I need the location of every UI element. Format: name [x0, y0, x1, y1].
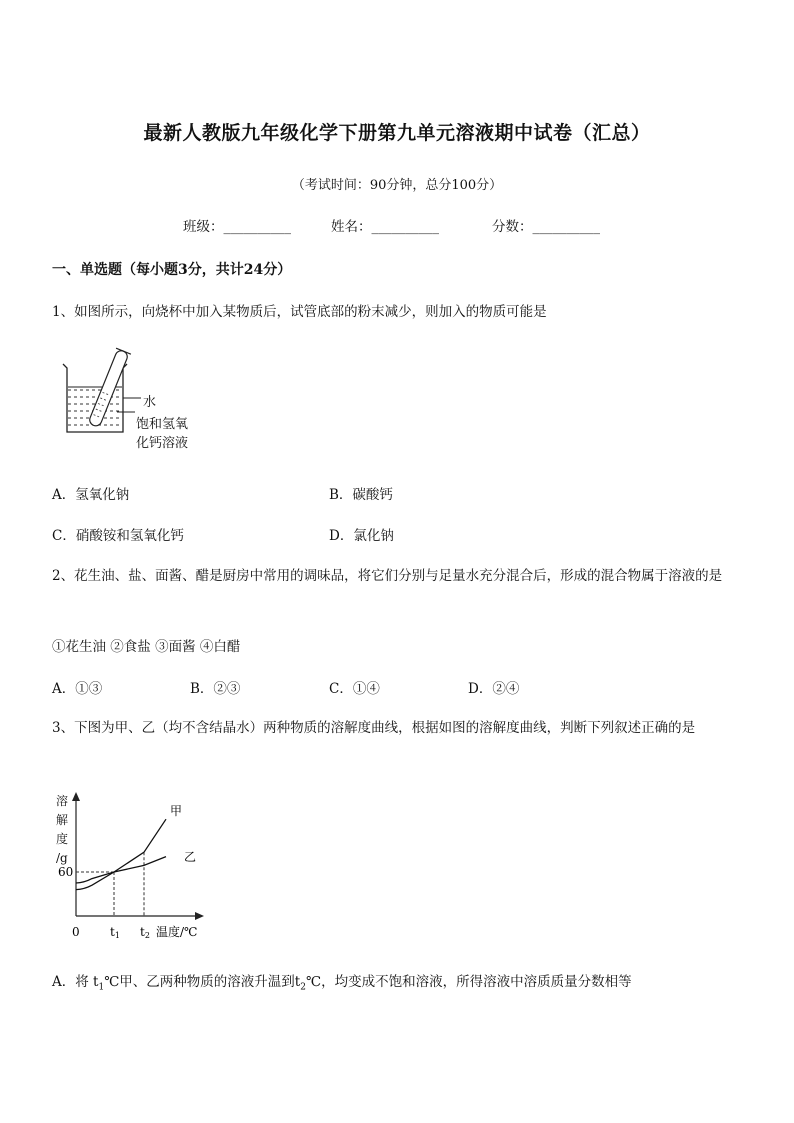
- score-field: [492, 215, 600, 235]
- q2-option-d[interactable]: D．②④: [468, 681, 520, 697]
- question-1-stem: 1、如图所示，向烧杯中加入某物质后，试管底部的粉末减少，则加入的物质可能是: [52, 304, 547, 320]
- question-3-stem: 3、下图为甲、乙（均不含结晶水）两种物质的溶解度曲线，根据如图的溶解度曲线，判断下列叙述正确的是: [52, 720, 696, 736]
- class-blank: __________: [223, 219, 291, 235]
- exam-info: （考试时间：90分钟，总分100分）: [291, 178, 503, 193]
- question-2-items: ①花生油 ②食盐 ③面酱 ④白醋: [52, 639, 241, 655]
- q1-option-b[interactable]: B．碳酸钙: [329, 487, 393, 503]
- beaker-figure: [55, 342, 215, 454]
- series-jia-line: [76, 819, 166, 889]
- ylabel-part: 解: [56, 813, 69, 827]
- x-axis-arrow: [195, 912, 204, 920]
- y-tick-60: 60: [58, 865, 74, 879]
- x-axis-label: 温度/℃: [156, 925, 198, 939]
- q2-option-a[interactable]: A．①③: [52, 681, 103, 697]
- q1-option-a[interactable]: A．氢氧化钠: [52, 487, 130, 503]
- q1-option-d[interactable]: D．氯化钠: [329, 528, 394, 544]
- label-solution-line2: 化钙溶液: [136, 436, 189, 451]
- x-tick-t2: t2: [140, 925, 150, 940]
- label-water: 水: [143, 395, 157, 410]
- section-heading: 一、单选题（每小题3分，共计24分）: [52, 262, 292, 278]
- x-tick-t1: t1: [110, 925, 120, 940]
- series-yi-label: 乙: [184, 850, 197, 864]
- y-axis-arrow: [72, 792, 80, 801]
- y-axis-label: [56, 792, 70, 868]
- label-solution-line1: 饱和氢氧: [136, 417, 189, 432]
- series-jia-label: 甲: [170, 804, 183, 818]
- q1-option-c[interactable]: C．硝酸铵和氢氧化钙: [52, 528, 184, 544]
- series-yi-line: [76, 857, 166, 883]
- class-field: [183, 215, 291, 235]
- solubility-chart: [52, 788, 222, 948]
- q2-option-c[interactable]: C．①④: [329, 681, 380, 697]
- class-label: 班级：: [183, 219, 224, 235]
- score-blank: __________: [532, 219, 600, 235]
- origin-label: 0: [72, 925, 80, 939]
- name-blank: __________: [371, 219, 439, 235]
- name-label: 姓名：: [331, 219, 372, 235]
- score-label: 分数：: [492, 219, 533, 235]
- q3-option-a[interactable]: A．将 $t_1℃$甲、乙两种物质的溶液升温到$t_2℃$，均变成不饱和溶液，所得溶液中溶质质量分数相等: [52, 974, 632, 993]
- question-2-stem: 2、花生油、盐、面酱、醋是厨房中常用的调味品，将它们分别与足量水充分混合后，形成的混合物属于溶液的是: [52, 568, 723, 584]
- q2-option-b[interactable]: B．②③: [190, 681, 241, 697]
- ylabel-part: 溶: [56, 794, 69, 808]
- ylabel-part: /g: [56, 851, 68, 865]
- test-tube: [86, 348, 131, 428]
- ylabel-part: 度: [56, 832, 69, 846]
- page-title: 最新人教版九年级化学下册第九单元溶液期中试卷（汇总）: [143, 122, 651, 144]
- name-field: [331, 215, 439, 235]
